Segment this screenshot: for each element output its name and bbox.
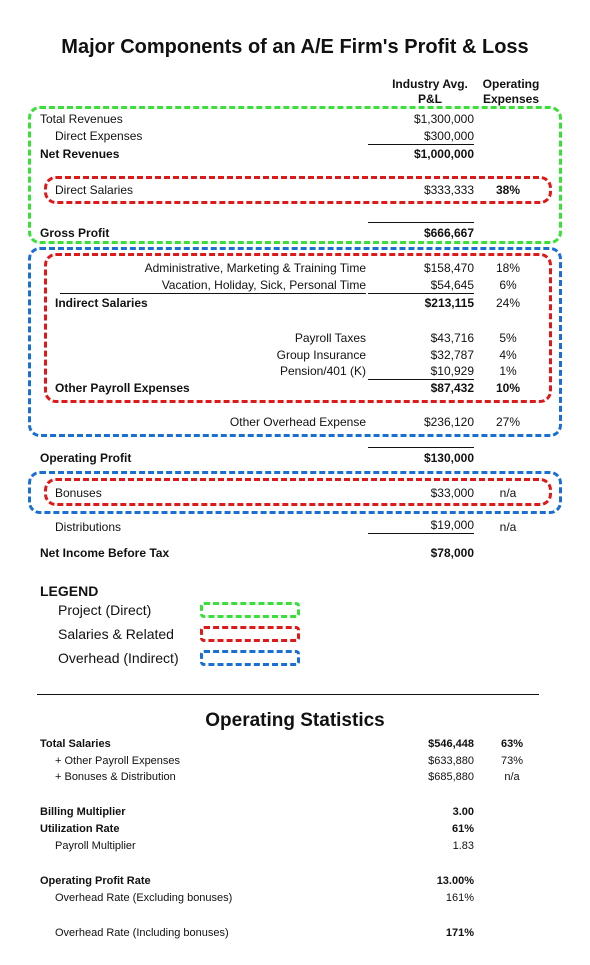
direct-salaries-label: Direct Salaries: [55, 183, 134, 197]
bonuses-label: Bonuses: [55, 486, 102, 500]
net-income-label: Net Income Before Tax: [40, 546, 170, 560]
operating-profit-label: Operating Profit: [40, 451, 132, 465]
stat-overhead-excl-label: Overhead Rate (Excluding bonuses): [55, 892, 233, 904]
stat-operating-profit-rate-value: 13.00%: [436, 875, 474, 887]
indirect-salaries-label: Indirect Salaries: [55, 296, 148, 310]
bonuses-pct: n/a: [499, 486, 517, 500]
total-revenues-label: Total Revenues: [40, 112, 123, 126]
legend-label-overhead: Overhead (Indirect): [58, 650, 179, 666]
total-revenues-value: $1,300,000: [413, 112, 474, 126]
section-divider: [37, 694, 539, 695]
bonuses-salary-box: [44, 478, 552, 506]
stat-billing-multiplier-value: 3.00: [452, 806, 474, 818]
pension-value: $10,929: [368, 364, 474, 380]
stat-bonuses-value: $685,880: [428, 771, 474, 783]
stat-other-payroll-pct: 73%: [500, 755, 524, 767]
legend-swatch-salaries: [200, 626, 300, 642]
other-overhead-pct: 27%: [495, 415, 521, 429]
admin-time-pct: 18%: [495, 261, 521, 275]
pension-pct: 1%: [499, 364, 517, 378]
other-payroll-pct: 10%: [495, 381, 521, 395]
legend-swatch-overhead: [200, 650, 300, 666]
group-insurance-value: $32,787: [430, 348, 474, 362]
admin-time-value: $158,470: [423, 261, 474, 275]
group-insurance-label: Group Insurance: [276, 348, 366, 362]
indirect-salaries-value: $213,115: [424, 296, 474, 310]
vacation-time-label: Vacation, Holiday, Sick, Personal Time: [60, 278, 366, 294]
opex-column-header: Operating Expenses: [482, 77, 540, 106]
payroll-taxes-label: Payroll Taxes: [294, 331, 366, 345]
admin-time-label: Administrative, Marketing & Training Time: [144, 261, 366, 275]
distributions-value: $19,000: [368, 518, 474, 534]
vacation-time-pct: 6%: [499, 278, 517, 292]
stat-operating-profit-rate-label: Operating Profit Rate: [40, 875, 151, 887]
pension-label: Pension/401 (K): [279, 364, 366, 378]
stats-title: Operating Statistics: [205, 710, 385, 731]
stat-billing-multiplier-label: Billing Multiplier: [40, 806, 126, 818]
other-payroll-label: Other Payroll Expenses: [55, 381, 190, 395]
direct-expenses-label: Direct Expenses: [55, 129, 143, 143]
stat-overhead-incl-value: 171%: [445, 927, 474, 939]
stat-total-salaries-label: Total Salaries: [40, 738, 111, 750]
group-insurance-pct: 4%: [499, 348, 517, 362]
other-overhead-value: $236,120: [423, 415, 474, 429]
legend-label-project: Project (Direct): [58, 602, 152, 618]
operating-profit-value: $130,000: [368, 447, 474, 465]
stat-bonuses-pct: n/a: [504, 771, 520, 783]
legend-heading: LEGEND: [40, 583, 99, 599]
stat-total-salaries-value: $546,448: [428, 738, 474, 750]
other-payroll-value: $87,432: [430, 381, 474, 395]
distributions-label: Distributions: [55, 520, 122, 534]
stat-bonuses-label: + Bonuses & Distribution: [55, 771, 176, 783]
stat-utilization-rate-label: Utilization Rate: [40, 823, 120, 835]
net-revenues-value: $1,000,000: [413, 147, 474, 161]
gross-profit-label: Gross Profit: [40, 226, 110, 240]
direct-salaries-value: $333,333: [423, 183, 474, 197]
other-overhead-label: Other Overhead Expense: [229, 415, 366, 429]
stat-overhead-incl-label: Overhead Rate (Including bonuses): [55, 927, 229, 939]
stat-total-salaries-pct: 63%: [500, 738, 524, 750]
stat-payroll-multiplier-value: 1.83: [452, 840, 474, 852]
net-revenues-label: Net Revenues: [40, 147, 120, 161]
page-title: Major Components of an A/E Firm's Profit & Loss: [61, 36, 529, 58]
project-direct-box: [28, 106, 562, 244]
stat-other-payroll-label: + Other Payroll Expenses: [55, 755, 181, 767]
direct-expenses-value: $300,000: [368, 129, 474, 145]
stat-payroll-multiplier-label: Payroll Multiplier: [55, 840, 136, 852]
distributions-pct: n/a: [499, 520, 517, 534]
pl-column-header: Industry Avg. P&L: [392, 77, 468, 106]
bonuses-value: $33,000: [430, 486, 474, 500]
vacation-time-value: $54,645: [368, 278, 474, 294]
gross-profit-value: $666,667: [368, 222, 474, 240]
payroll-taxes-value: $43,716: [430, 331, 474, 345]
direct-salaries-pct: 38%: [495, 183, 521, 197]
stat-overhead-excl-value: 161%: [445, 892, 474, 904]
stat-other-payroll-value: $633,880: [428, 755, 474, 767]
payroll-taxes-pct: 5%: [499, 331, 517, 345]
indirect-salaries-pct: 24%: [495, 296, 521, 310]
net-income-value: $78,000: [430, 546, 474, 560]
legend-swatch-project: [200, 602, 300, 618]
stat-utilization-rate-value: 61%: [451, 823, 474, 835]
legend-label-salaries: Salaries & Related: [58, 626, 174, 642]
